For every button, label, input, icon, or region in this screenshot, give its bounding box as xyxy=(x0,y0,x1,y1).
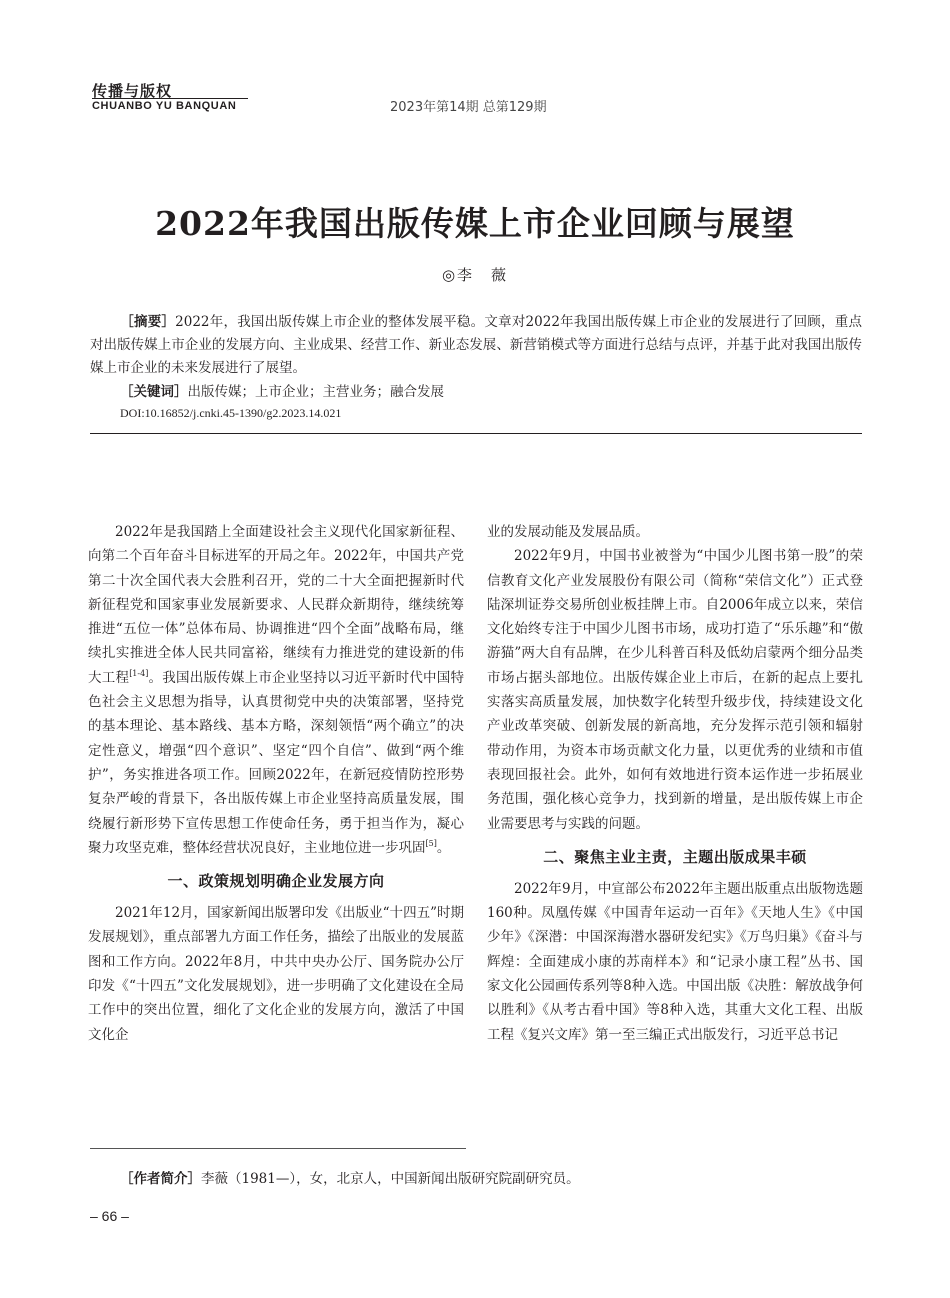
body-column-left xyxy=(88,520,464,1047)
author-note-text: 李薇（1981—），女，北京人，中国新闻出版研究院副研究员。 xyxy=(201,1171,580,1187)
keywords-text: 出版传媒；上市企业；主营业务；融合发展 xyxy=(187,384,444,400)
paragraph-policy: 2021年12月，国家新闻出版署印发《出版业“十四五”时期发展规划》，重点部署九方面工作任务，描绘了出版业的发展蓝图和工作方向。2022年8月，中共中央办公厅、国务院办公厅印发《“十四五”文化发展规划》，进一步明确了文化建设在全局工作中的突出位置，细化了文化企业的发展方向，激活了中国文化企 xyxy=(88,905,464,1043)
abstract-divider xyxy=(90,433,862,434)
body-column-right xyxy=(487,520,863,1047)
keywords xyxy=(120,380,444,400)
paragraph-intro-part-b: 。我国出版传媒上市企业坚持以习近平新时代中国特色社会主义思想为指导，认真贯彻党中央的决策部署，坚持党的基本理论、基本路线、基本方略，深刻领悟“两个确立”的决定性意义，增强“四个意识”、坚定“四个自信”、做到“两个维护”，务实推进各项工作。回顾2022年，在新冠疫情防控形势复杂严峻的背景下，各出版传媒上市企业坚持高质量发展，围绕履行新形势下宣传思想工作使命任务，勇于担当作为，凝心聚力攻坚克难，整体经营状况良好，主业地位进一步巩固 xyxy=(88,669,465,856)
paragraph-intro-part-a: 2022年是我国踏上全面建设社会主义现代化国家新征程、向第二个百年奋斗目标进军的开局之年。2022年，中国共产党第二十次全国代表大会胜利召开，党的二十大全面把握新时代新征程党和国家事业发展新要求、人民群众新期待，继续统筹推进“五位一体”总体布局、协调推进“四个全面”战略布局，继续扎实推进全体人民共同富裕，继续有力推进党的建设新的伟大工程 xyxy=(88,524,464,686)
doi: DOI:10.16852/j.cnki.45-1390/g2.2023.14.021 xyxy=(120,406,342,420)
author-note xyxy=(120,1167,580,1187)
keywords-label: ［关键词］ xyxy=(120,384,188,400)
section-heading-1: 一、政策规划明确企业发展方向 xyxy=(167,872,385,891)
header-divider xyxy=(92,98,248,99)
abstract-text: 2022年，我国出版传媒上市企业的整体发展平稳。文章对2022年我国出版传媒上市企业的发展进行了回顾，重点对出版传媒上市企业的发展方向、主业成果、经营工作、新业态发展、新营销模式等方面进行总结与点评，并基于此对我国出版传媒上市企业的未来发展进行了展望。 xyxy=(90,314,862,376)
abstract-label: ［摘要］ xyxy=(120,314,176,330)
paragraph-intro xyxy=(88,520,464,860)
citation-ref: [5] xyxy=(425,838,437,848)
paragraph-listing: 2022年9月，中国书业被誉为“中国少儿图书第一股”的荣信教育文化产业发展股份有限公司（简称“荣信文化”）正式登陆深圳证券交易所创业板挂牌上市。自2006年成立以来，荣信文化始终专注于中国少儿图书市场，成功打造了“乐乐趣”和“傲游猫”两大自有品牌，在少儿科普百科及低幼启蒙两个细分品类市场占据头部地位。出版传媒企业上市后，在新的起点上要扎实落实高质量发展，加快数字化转型升级步伐，持续建设文化产业改革突破、创新发展的新高地，充分发挥示范引领和辐射带动作用，为资本市场贡献文化力量，以更优秀的业绩和市值表现回报社会。此外，如何有效地进行资本运作进一步拓展业务范围，强化核心竞争力，找到新的增量，是出版传媒上市企业需要思考与实践的问题。 xyxy=(487,548,863,832)
journal-title-en: CHUANBO YU BANQUAN xyxy=(92,100,237,112)
section-heading-2: 二、聚焦主业主责，主题出版成果丰硕 xyxy=(543,847,807,866)
paragraph-policy-continued: 业的发展动能及发展品质。 xyxy=(487,524,649,540)
issue-info: 2023年第14期 总第129期 xyxy=(390,100,547,115)
abstract xyxy=(90,311,862,380)
journal-title-cn: 传播与版权 xyxy=(92,82,173,100)
article-title: 2022年我国出版传媒上市企业回顾与展望 xyxy=(155,204,795,243)
footnote-divider xyxy=(90,1148,466,1149)
paragraph-intro-part-c: 。 xyxy=(436,839,451,856)
author-note-label: ［作者简介］ xyxy=(120,1171,201,1187)
paragraph-theme-publishing: 2022年9月，中宣部公布2022年主题出版重点出版物选题160种。凤凰传媒《中国青年运动一百年》《天地人生》《中国少年》《深潜：中国深海潜水器研发纪实》《万鸟归巢》《奋斗与辉煌：全面建成小康的苏南样本》和“记录小康工程”丛书、国家文化公园画传系列等8种入选。中国出版《决胜：解放战争何以胜利》《从考古看中国》等8种入选，其重大文化工程、出版工程《复兴文库》第一至三编正式出版发行，习近平总书记 xyxy=(487,880,863,1043)
page-number: – 66 – xyxy=(90,1208,129,1224)
article-author: ◎李 薇 xyxy=(441,266,509,284)
citation-ref: [1-4] xyxy=(129,668,149,678)
